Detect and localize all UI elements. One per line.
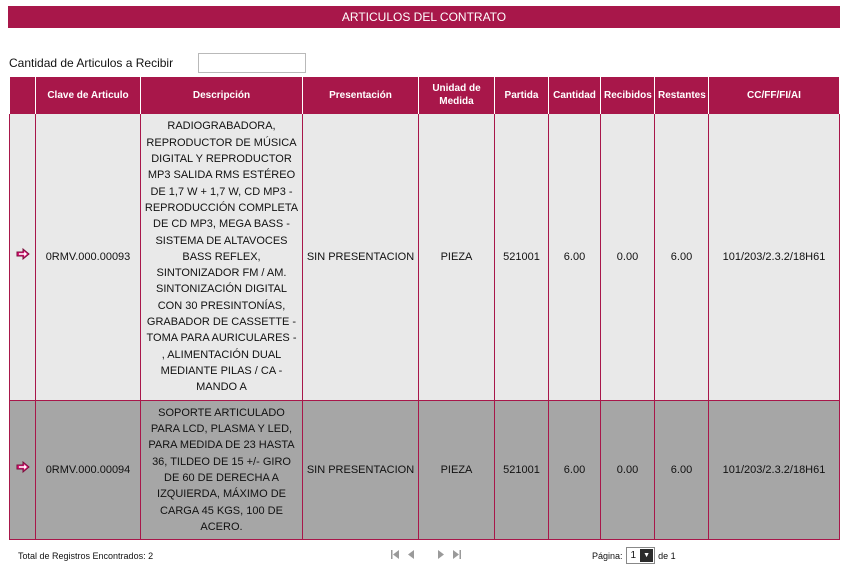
prev-page-icon[interactable]	[407, 549, 415, 562]
pager	[390, 549, 462, 562]
section-title: ARTICULOS DEL CONTRATO	[341, 10, 507, 24]
header-recibidos: Recibidos	[601, 77, 655, 114]
header-restantes: Restantes	[655, 77, 709, 114]
cell-cantidad: 6.00	[549, 114, 601, 401]
first-page-icon[interactable]	[390, 549, 400, 562]
arrow-right-icon[interactable]	[16, 461, 30, 473]
cell-partida: 521001	[495, 114, 549, 401]
row-select-cell[interactable]	[10, 401, 36, 540]
header-arrow	[10, 77, 36, 114]
section-title-bar	[8, 6, 840, 28]
table-footer	[0, 545, 843, 567]
table-row[interactable]	[10, 114, 840, 401]
header-presentacion: Presentación	[303, 77, 419, 114]
page-selector-group	[592, 547, 676, 564]
header-cc: CC/FF/FI/AI	[709, 77, 840, 114]
cell-restantes: 6.00	[655, 401, 709, 540]
header-clave: Clave de Articulo	[36, 77, 141, 114]
quantity-label: Cantidad de Articulos a Recibir	[9, 56, 174, 70]
header-descripcion: Descripción	[141, 77, 303, 114]
cell-recibidos: 0.00	[601, 401, 655, 540]
next-page-icon[interactable]	[437, 549, 445, 562]
cell-descripcion: RADIOGRABADORA, REPRODUCTOR DE MÚSICA DIGITAL Y REPRODUCTOR MP3 SALIDA RMS ESTÉREO DE 1,7 W + 1,7 W, CD MP3 - REPRODUCCIÓN COMPLETA DE CD MP3, MEGA BASS - SISTEMA DE ALTAVOCES BASS REFLEX, SINTONIZADOR FM / AM. SINTONIZACIÓN DIGITAL CON 30 PRESINTONÍAS, GRABADOR DE CASSETTE - TOMA PARA AURICULARES - , ALIMENTACIÓN DUAL MEDIANTE PILAS / CA - MANDO A	[141, 114, 303, 401]
cell-cc: 101/203/2.3.2/18H61	[709, 114, 840, 401]
quantity-input[interactable]	[198, 53, 306, 73]
cell-recibidos: 0.00	[601, 114, 655, 401]
quantity-row	[9, 52, 329, 74]
cell-clave: 0RMV.000.00093	[36, 114, 141, 401]
cell-unidad: PIEZA	[419, 401, 495, 540]
last-page-icon[interactable]	[452, 549, 462, 562]
cell-cc: 101/203/2.3.2/18H61	[709, 401, 840, 540]
cell-presentacion: SIN PRESENTACION	[303, 401, 419, 540]
row-select-cell[interactable]	[10, 114, 36, 401]
header-cantidad: Cantidad	[549, 77, 601, 114]
cell-restantes: 6.00	[655, 114, 709, 401]
page-label: Página:	[592, 550, 623, 561]
articles-table	[9, 77, 840, 540]
page-select-value: 1	[630, 550, 637, 561]
total-records: Total de Registros Encontrados: 2	[18, 551, 154, 561]
page-select[interactable]	[626, 547, 656, 564]
cell-cantidad: 6.00	[549, 401, 601, 540]
cell-clave: 0RMV.000.00094	[36, 401, 141, 540]
cell-presentacion: SIN PRESENTACION	[303, 114, 419, 401]
header-partida: Partida	[495, 77, 549, 114]
table-header-row	[10, 77, 840, 114]
cell-unidad: PIEZA	[419, 114, 495, 401]
table-row[interactable]	[10, 401, 840, 540]
page-total: de 1	[658, 550, 676, 561]
cell-descripcion: SOPORTE ARTICULADO PARA LCD, PLASMA Y LED, PARA MEDIDA DE 23 HASTA 36, TILDEO DE 15 +/- GIRO DE 60 DE DERECHA A IZQUIERDA, MÁXIMO DE CARGA 45 KGS, 100 DE ACERO.	[141, 401, 303, 540]
header-unidad: Unidad de Medida	[419, 77, 495, 114]
chevron-down-icon[interactable]: ▼	[640, 549, 653, 562]
cell-partida: 521001	[495, 401, 549, 540]
arrow-right-icon[interactable]	[16, 248, 30, 260]
